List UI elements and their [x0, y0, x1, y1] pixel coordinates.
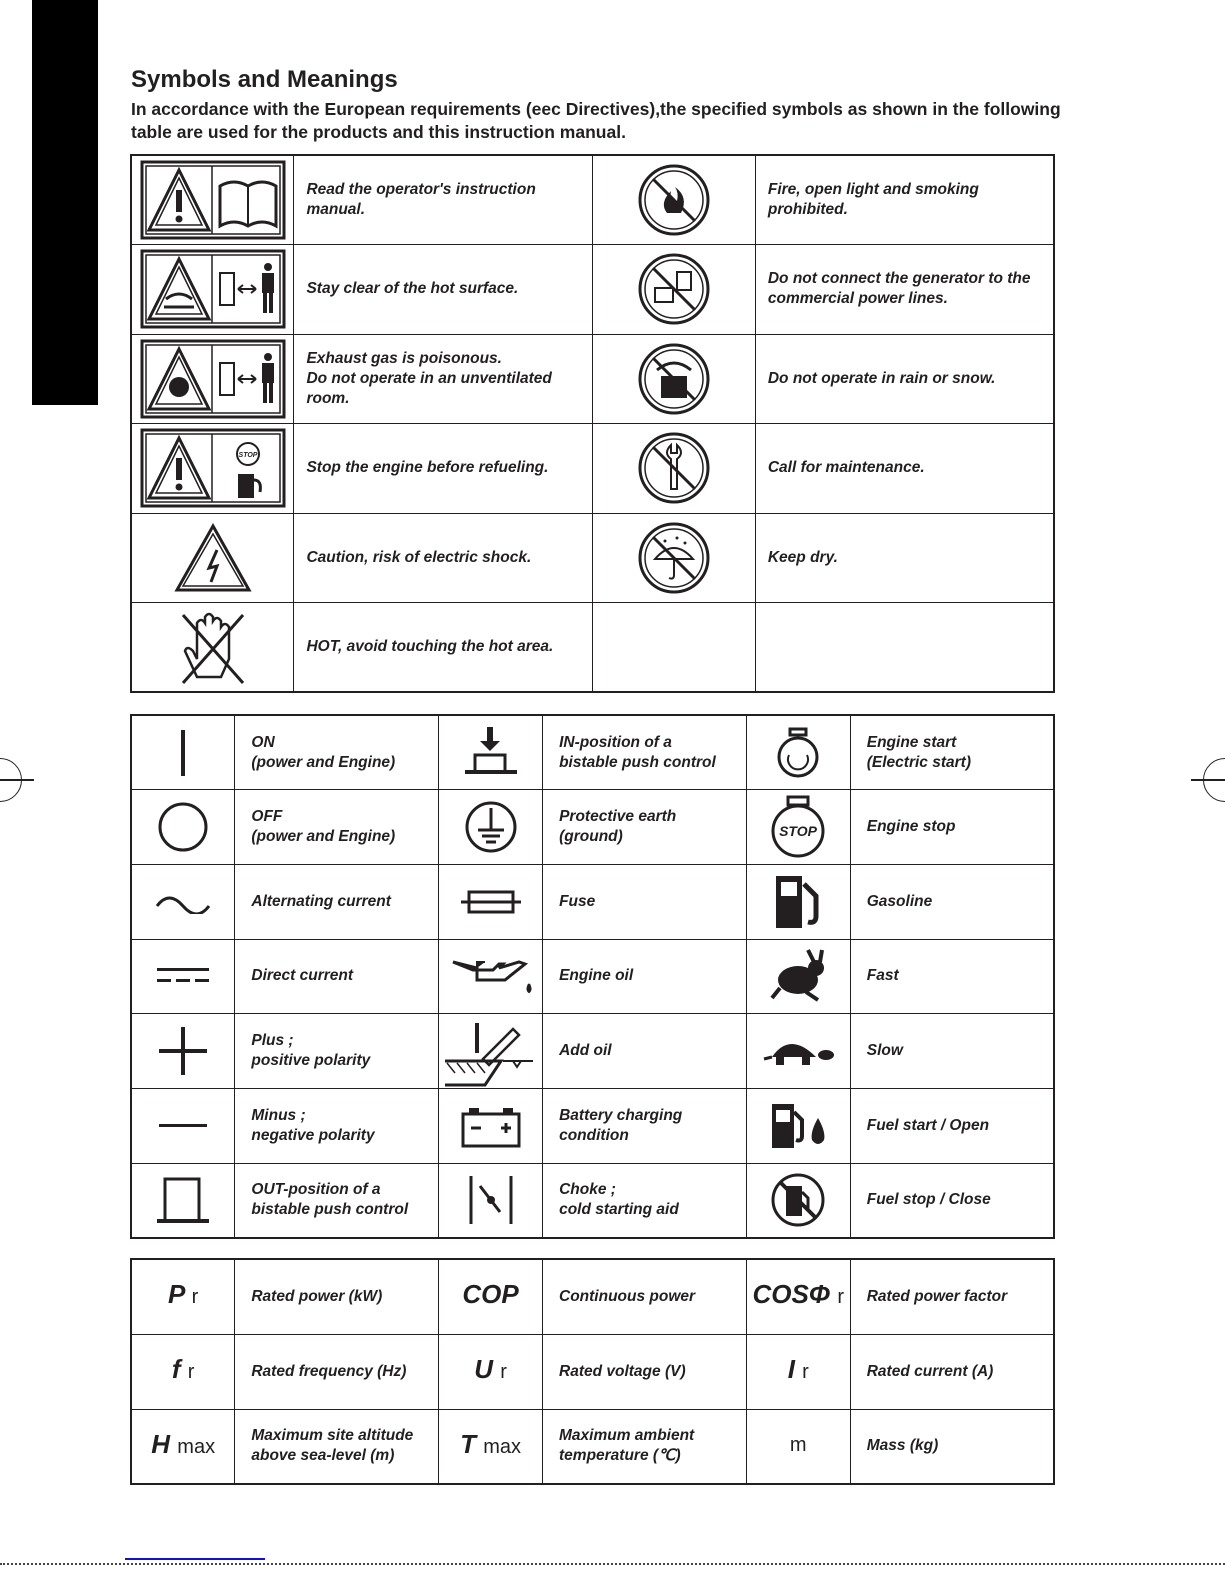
table-row — [131, 155, 1054, 245]
symbol-cell — [746, 864, 850, 939]
table-row — [131, 1088, 1054, 1163]
dc-icon — [155, 967, 211, 984]
meaning-cell — [543, 939, 747, 1014]
electric-shock-icon — [173, 549, 253, 566]
rating-symbol — [790, 1434, 807, 1456]
rating-symbol — [474, 1354, 507, 1384]
battery-icon — [459, 1117, 523, 1134]
symbol-letter: U — [474, 1354, 493, 1384]
meaning-cell — [294, 603, 593, 693]
symbol-cell — [439, 864, 543, 939]
rating-symbol — [172, 1354, 195, 1384]
description: Rated current (A) — [866, 1362, 994, 1380]
symbol-subscript: r — [187, 1361, 195, 1383]
symbol-cell — [746, 1014, 850, 1089]
meaning-cell — [850, 1163, 1054, 1238]
description: HOT, avoid touching the hot area. — [306, 638, 554, 655]
meaning-cell — [755, 603, 1054, 693]
description: Rated voltage (V) — [559, 1362, 686, 1380]
description: Protective earth — [559, 808, 677, 826]
table-row — [131, 1014, 1054, 1089]
description-line2: Do not operate in an unventilated room. — [306, 369, 552, 407]
symbol-cell — [131, 1409, 235, 1484]
symbol-letter: COSΦ — [752, 1279, 831, 1310]
fuel-open-icon — [768, 1117, 828, 1134]
meaning-cell — [235, 939, 439, 1014]
plus-icon — [157, 1042, 209, 1059]
symbol-subscript: r — [837, 1286, 845, 1309]
symbol-cell — [131, 864, 235, 939]
table-row — [131, 513, 1054, 603]
link-underline — [125, 1558, 265, 1560]
meaning-cell — [235, 715, 439, 790]
symbol-cell — [439, 1088, 543, 1163]
description-line2: bistable push control — [251, 1201, 409, 1219]
earth-icon — [464, 818, 518, 835]
description-line2: positive polarity — [251, 1052, 371, 1070]
on-icon — [173, 744, 193, 761]
description: Do not operate in rain or snow. — [767, 369, 996, 387]
symbol-letter: H — [151, 1428, 171, 1459]
meaning-cell — [543, 864, 747, 939]
description: OFF — [251, 808, 283, 826]
meaning-cell — [850, 864, 1054, 939]
symbol-cell — [131, 424, 294, 514]
out-position-icon — [155, 1191, 211, 1208]
description: Fuel start / Open — [866, 1116, 990, 1134]
symbol-cell — [746, 1259, 850, 1334]
symbol-cell — [593, 424, 756, 514]
engine-start-icon — [775, 744, 821, 761]
description: Caution, risk of electric shock. — [306, 548, 532, 566]
no-touch-hand-icon — [177, 638, 249, 655]
meaning-cell — [850, 939, 1054, 1014]
description: Add oil — [559, 1042, 612, 1060]
description-line2: (ground) — [559, 828, 623, 846]
exhaust-clearance-icon — [140, 370, 286, 387]
symbol-cell — [131, 513, 294, 603]
rating-symbol — [788, 1354, 809, 1384]
description-line2: (Electric start) — [866, 753, 971, 771]
description-line2: condition — [559, 1126, 629, 1144]
symbol-cell — [131, 1014, 235, 1089]
meaning-cell — [543, 1014, 747, 1089]
choke-icon — [466, 1191, 516, 1208]
fuel-stop-icon — [770, 1191, 826, 1208]
description-line2: (power and Engine) — [251, 753, 396, 771]
meaning-cell — [850, 790, 1054, 865]
ac-icon — [154, 893, 212, 910]
symbol-cell — [131, 939, 235, 1014]
meaning-cell — [755, 155, 1054, 245]
symbol-cell — [131, 1088, 235, 1163]
meaning-cell — [543, 1334, 747, 1409]
meaning-cell — [543, 1163, 747, 1238]
rating-symbols-table — [130, 1258, 1055, 1485]
description: Engine stop — [866, 818, 956, 836]
crop-line — [1191, 779, 1225, 781]
meaning-cell — [755, 334, 1054, 424]
symbol-cell — [593, 334, 756, 424]
symbol-cell — [439, 715, 543, 790]
table-row — [131, 1259, 1054, 1334]
description: Engine start — [866, 733, 957, 751]
no-grid-icon — [637, 280, 711, 297]
table-row — [131, 1409, 1054, 1484]
description: Stop the engine before refueling. — [306, 459, 549, 477]
table-row — [131, 939, 1054, 1014]
add-oil-icon — [443, 1042, 539, 1059]
symbol-cell — [746, 1334, 850, 1409]
symbol-subscript: max — [483, 1435, 522, 1458]
description: Do not connect the generator to the commercial power lines. — [767, 270, 1031, 308]
meaning-cell — [850, 1334, 1054, 1409]
description-line2: above sea-level (m) — [251, 1447, 395, 1465]
description: IN-position of a — [559, 733, 672, 751]
description-line2: cold starting aid — [559, 1201, 679, 1219]
meaning-cell — [235, 1334, 439, 1409]
symbol-cell — [131, 245, 294, 335]
meaning-cell — [850, 1409, 1054, 1484]
meaning-cell — [235, 1014, 439, 1089]
minus-icon — [157, 1117, 209, 1134]
meaning-cell — [294, 155, 593, 245]
meaning-cell — [755, 424, 1054, 514]
description: Stay clear of the hot surface. — [306, 280, 519, 298]
description: Choke ; — [559, 1181, 616, 1199]
rating-symbol — [460, 1429, 521, 1459]
description: Battery charging — [559, 1106, 683, 1124]
symbol-cell — [131, 155, 294, 245]
meaning-cell — [235, 1163, 439, 1238]
description: Plus ; — [251, 1032, 294, 1050]
symbol-cell — [439, 1259, 543, 1334]
svg-text:STOP: STOP — [238, 452, 258, 460]
symbol-cell — [746, 790, 850, 865]
meaning-cell — [755, 245, 1054, 335]
symbol-cell — [593, 513, 756, 603]
section-tab-bar — [32, 0, 98, 405]
meaning-cell — [755, 513, 1054, 603]
crop-line — [0, 779, 34, 781]
keep-dry-icon — [637, 549, 711, 566]
page-title: Symbols and Meanings — [131, 66, 398, 93]
meaning-cell — [850, 1088, 1054, 1163]
description-line2: bistable push control — [559, 753, 716, 771]
symbol-cell — [131, 1334, 235, 1409]
table-row — [131, 603, 1054, 693]
no-wrench-icon — [637, 459, 711, 476]
description-line2: negative polarity — [251, 1126, 375, 1144]
symbol-cell — [746, 1088, 850, 1163]
symbol-cell — [131, 334, 294, 424]
meaning-cell — [850, 1259, 1054, 1334]
symbol-cell — [131, 603, 294, 693]
symbol-cell — [746, 715, 850, 790]
description: Mass (kg) — [866, 1437, 939, 1455]
meaning-cell — [543, 715, 747, 790]
symbol-cell — [439, 1014, 543, 1089]
description: Direct current — [251, 967, 354, 985]
meaning-cell — [235, 864, 439, 939]
description: Alternating current — [251, 892, 391, 910]
symbol-cell — [131, 1259, 235, 1334]
safety-symbols-table — [130, 154, 1055, 693]
no-rain-icon — [637, 370, 711, 387]
description: Maximum ambient — [559, 1427, 695, 1445]
table-row — [131, 790, 1054, 865]
symbol-subscript: r — [500, 1361, 507, 1383]
symbol-letter: f — [171, 1354, 181, 1384]
symbol-cell — [746, 1163, 850, 1238]
description: Fuel stop / Close — [866, 1191, 991, 1209]
symbol-subscript: max — [177, 1435, 216, 1458]
control-symbols-table — [130, 714, 1055, 1239]
no-fire-icon — [637, 191, 711, 208]
meaning-cell — [850, 715, 1054, 790]
page-bottom-border — [0, 1563, 1225, 1565]
table-row — [131, 424, 1054, 514]
table-row — [131, 864, 1054, 939]
meaning-cell — [235, 790, 439, 865]
hot-surface-clearance-icon — [140, 280, 286, 297]
off-icon — [157, 818, 209, 835]
rating-symbol — [151, 1429, 215, 1459]
description-line2: (power and Engine) — [251, 828, 396, 846]
description: Keep dry. — [767, 548, 838, 566]
symbol-subscript: r — [191, 1286, 199, 1309]
symbol-cell — [439, 1163, 543, 1238]
table-row — [131, 1334, 1054, 1409]
description-line2: temperature (℃) — [559, 1447, 681, 1465]
description: Rated power (kW) — [251, 1287, 383, 1305]
table-row — [131, 715, 1054, 790]
symbol-cell — [746, 1409, 850, 1484]
meaning-cell — [294, 513, 593, 603]
symbol-cell — [439, 1409, 543, 1484]
description: Rated frequency (Hz) — [251, 1362, 407, 1380]
description: Engine oil — [559, 967, 634, 985]
description: Gasoline — [866, 892, 933, 910]
symbol-cell — [131, 715, 235, 790]
rating-symbol — [752, 1279, 844, 1309]
description: Fuse — [559, 892, 596, 910]
symbol-cell — [131, 790, 235, 865]
description: Fire, open light and smoking prohibited. — [767, 181, 979, 218]
meaning-cell — [294, 424, 593, 514]
warning-manual-icon — [140, 191, 286, 208]
description: ON — [251, 733, 275, 751]
table-row — [131, 334, 1054, 424]
description: Maximum site altitude — [251, 1427, 414, 1445]
meaning-cell — [235, 1259, 439, 1334]
symbol-cell — [439, 790, 543, 865]
rating-symbol — [168, 1279, 198, 1309]
symbol-letter: P — [168, 1279, 185, 1310]
engine-stop-icon — [770, 818, 826, 840]
turtle-icon — [758, 1042, 838, 1059]
table-row — [131, 1163, 1054, 1238]
fuse-icon — [459, 893, 523, 910]
description: Read the operator's instruction manual. — [306, 181, 536, 218]
symbol-cell — [593, 155, 756, 245]
symbol-cell — [131, 1163, 235, 1238]
meaning-cell — [543, 790, 747, 865]
symbol-cell — [439, 939, 543, 1014]
meaning-cell — [294, 334, 593, 424]
meaning-cell — [543, 1259, 747, 1334]
description: Fast — [866, 967, 899, 985]
table-row — [131, 245, 1054, 335]
symbol-cell — [593, 603, 756, 693]
description: Slow — [866, 1042, 903, 1060]
description: Rated power factor — [866, 1287, 1008, 1305]
engine-stop-label: STOP — [779, 823, 818, 840]
meaning-cell — [235, 1409, 439, 1484]
rabbit-icon — [766, 968, 830, 985]
intro-text: In accordance with the European requirements (eec Directives),the specified symbols as shown in the following table are used for the products and this instruction manual. — [131, 99, 1061, 142]
rating-symbol — [462, 1279, 518, 1309]
gasoline-icon — [770, 893, 826, 910]
symbol-letter: T — [460, 1428, 476, 1459]
meaning-cell — [850, 1014, 1054, 1089]
warning-stop-fuel-icon — [140, 452, 286, 476]
description: OUT-position of a — [251, 1181, 381, 1199]
symbol-letter: COP — [462, 1279, 519, 1310]
meaning-cell — [235, 1088, 439, 1163]
symbol-cell — [593, 245, 756, 335]
engine-oil-icon — [449, 968, 533, 985]
description: Minus ; — [251, 1106, 306, 1124]
meaning-cell — [543, 1088, 747, 1163]
symbol-cell — [746, 939, 850, 1014]
symbol-letter: I — [787, 1354, 795, 1384]
symbol-cell — [439, 1334, 543, 1409]
symbol-subscript: m — [789, 1434, 807, 1457]
description: Call for maintenance. — [767, 459, 925, 477]
description: Continuous power — [559, 1287, 696, 1305]
description: Exhaust gas is poisonous. — [306, 349, 502, 367]
in-position-icon — [463, 744, 519, 761]
meaning-cell — [543, 1409, 747, 1484]
symbol-subscript: r — [802, 1361, 809, 1383]
meaning-cell — [294, 245, 593, 335]
